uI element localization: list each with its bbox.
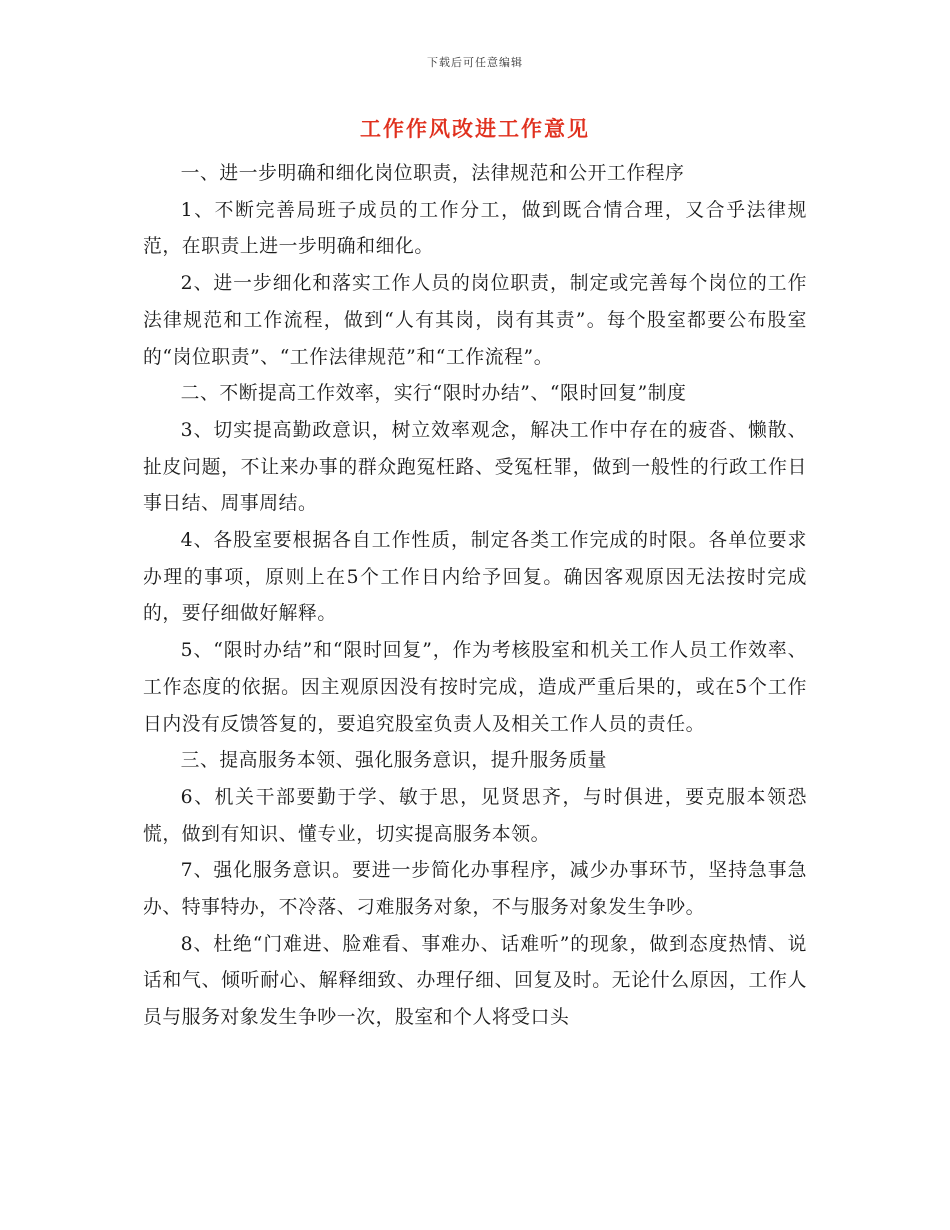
item-paragraph-5: 5、“限时办结”和“限时回复”，作为考核股室和机关工作人员工作效率、工作态度的依据。因主观原因没有按时完成，造成严重后果的，或在5个工作日内没有反馈答复的，要追究股室负责人及相关工作人员的责任。 (143, 640, 807, 735)
item-paragraph-8: 8、杜绝“门难进、脸难看、事难办、话难听”的现象，做到态度热情、说话和气、倾听耐心、解释细致、办理仔细、回复及时。无论什么原因，工作人员与服务对象发生争吵一次，股室和个人将受口头 (143, 933, 807, 1029)
item-paragraph-1: 1、不断完善局班子成员的工作分工，做到既合情合理，又合乎法律规范，在职责上进一步明确和细化。 (143, 199, 807, 258)
item-paragraph-6: 6、机关干部要勤于学、敏于思，见贤思齐，与时俱进，要克服本领恐慌，做到有知识、懂专业，切实提高服务本领。 (143, 786, 807, 845)
section-heading-2: 二、不断提高工作效率，实行“限时办结”、“限时回复”制度 (180, 383, 687, 405)
item-paragraph-7: 7、强化服务意识。要进一步简化办事程序，减少办事环节，坚持急事急办、特事特办，不冷落、刁难服务对象，不与服务对象发生争吵。 (143, 860, 807, 919)
page-header-note: 下载后可任意编辑 (427, 56, 523, 69)
document-title: 工作作风改进工作意见 (360, 116, 590, 141)
section-heading-1: 一、进一步明确和细化岗位职责，法律规范和公开工作程序 (180, 163, 685, 184)
section-heading-3: 三、提高服务本领、强化服务意识，提升服务质量 (180, 750, 607, 772)
item-paragraph-4: 4、各股室要根据各自工作性质，制定各类工作完成的时限。各单位要求办理的事项，原则上在5个工作日内给予回复。确因客观原因无法按时完成的，要仔细做好解释。 (143, 530, 807, 625)
item-paragraph-2: 2、进一步细化和落实工作人员的岗位职责，制定或完善每个岗位的工作法律规范和工作流程，做到“人有其岗，岗有其责”。每个股室都要公布股室的“岗位职责”、“工作法律规范”和“工作流程”。 (143, 273, 807, 368)
document-body (143, 156, 807, 1037)
item-paragraph-3: 3、切实提高勤政意识，树立效率观念，解决工作中存在的疲沓、懒散、扯皮问题，不让来办事的群众跑冤枉路、受冤枉罪，做到一般性的行政工作日事日结、周事周结。 (143, 419, 807, 515)
